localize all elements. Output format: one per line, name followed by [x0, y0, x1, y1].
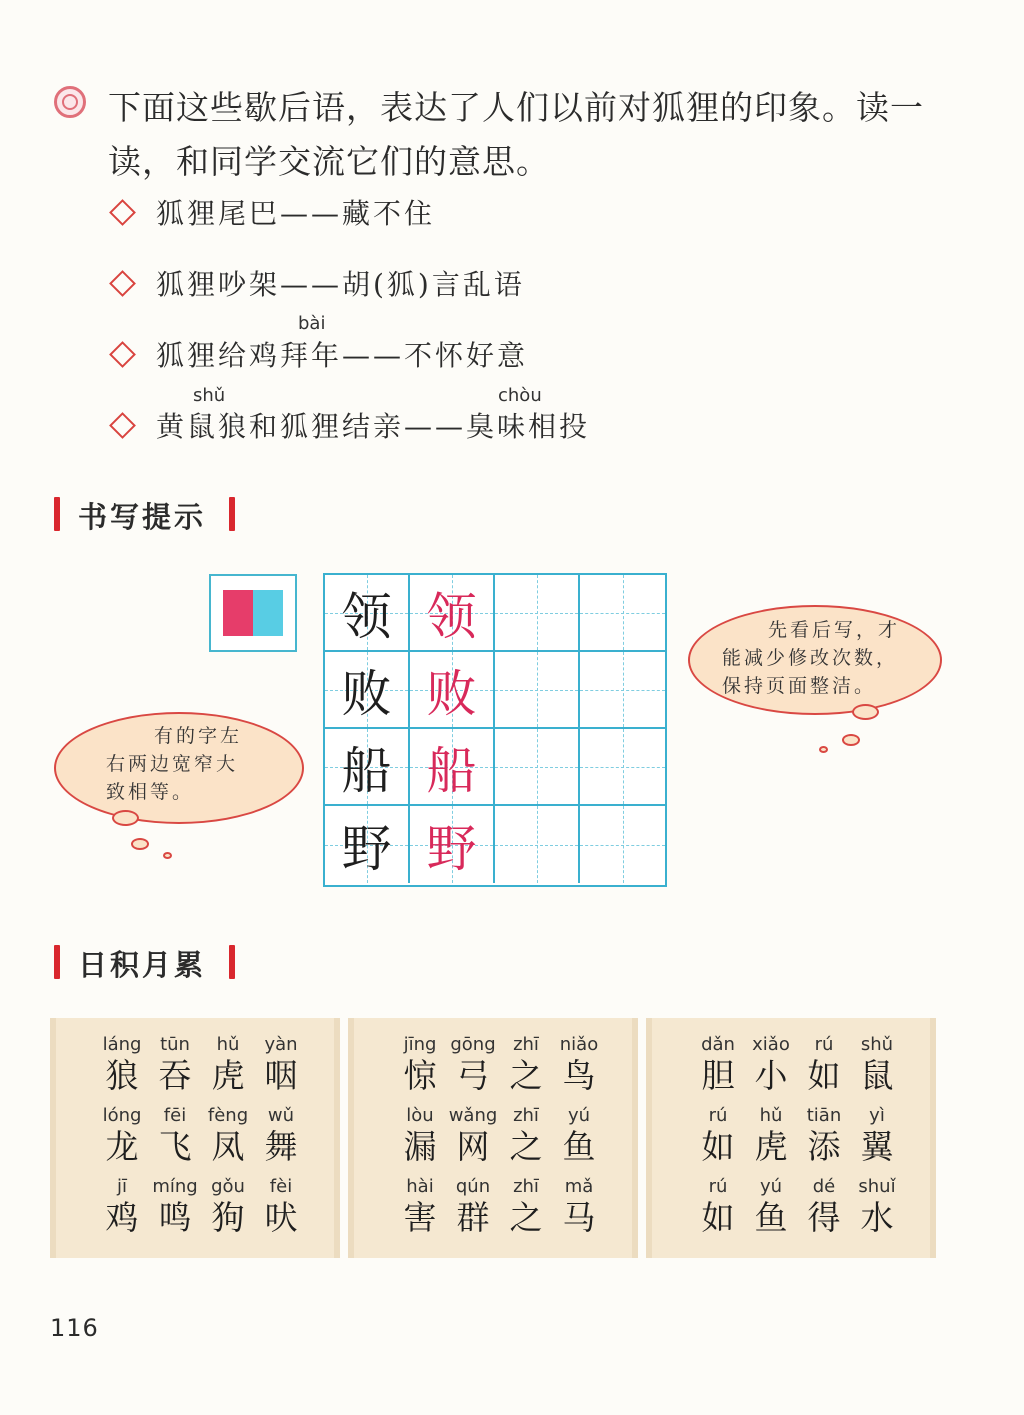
hanzi: 添 — [807, 1127, 841, 1166]
idiom-panel — [646, 1018, 936, 1258]
pinyin: mǎ — [564, 1176, 594, 1197]
saying-item — [108, 192, 435, 232]
pinyin: xiǎo — [752, 1034, 790, 1055]
hanzi: 翼 — [860, 1127, 894, 1166]
saying-item — [108, 263, 525, 303]
tip-right-line: 能减少修改次数， — [722, 647, 899, 669]
section-bar-left — [54, 497, 60, 531]
hanzi: 水 — [860, 1198, 894, 1237]
pinyin: shuǐ — [858, 1176, 896, 1197]
pinyin: zhī — [513, 1176, 539, 1197]
intro-line-1: 下面这些歇后语，表达了人们以前对狐狸的印象。读一 — [108, 88, 924, 127]
char-model: 船 — [341, 741, 392, 800]
pinyin: dé — [812, 1176, 836, 1197]
hanzi: 害 — [403, 1198, 437, 1237]
blank-cell — [495, 729, 580, 804]
pinyin: rú — [814, 1034, 834, 1055]
tip-left-line: 有的字左 — [154, 725, 243, 747]
pinyin: gōng — [450, 1034, 496, 1055]
pinyin: láng — [102, 1034, 142, 1055]
pinyin: lóng — [102, 1105, 142, 1126]
hanzi: 之 — [509, 1056, 543, 1095]
blank-cell — [495, 575, 580, 650]
pinyin: tiān — [806, 1105, 842, 1126]
pinyin: wǎng — [448, 1105, 498, 1126]
pinyin: yì — [869, 1105, 885, 1126]
pinyin: fèng — [207, 1105, 249, 1126]
page-number: 116 — [50, 1314, 99, 1342]
pinyin: lòu — [406, 1105, 434, 1126]
hanzi: 网 — [456, 1127, 490, 1166]
color-swatch — [209, 574, 297, 652]
char-model-red: 败 — [426, 664, 477, 723]
thought-bubble — [842, 734, 860, 746]
pinyin: yú — [567, 1105, 591, 1126]
hanzi: 如 — [807, 1056, 841, 1095]
diamond-bullet-icon — [109, 270, 136, 297]
writing-grid — [323, 573, 667, 887]
hanzi: 马 — [562, 1198, 596, 1237]
saying-text: 狐狸吵架——胡(狐)言乱语 — [156, 268, 525, 301]
hanzi: 吞 — [158, 1056, 192, 1095]
blank-cell — [495, 652, 580, 727]
hanzi: 漏 — [403, 1127, 437, 1166]
ear-icon — [54, 86, 86, 118]
grid-row — [325, 652, 665, 729]
saying-text: 狐狸尾巴——藏不住 — [156, 197, 436, 230]
pinyin: wǔ — [267, 1105, 295, 1126]
pinyin: fēi — [163, 1105, 187, 1126]
blank-cell — [580, 652, 665, 727]
pinyin: fèi — [269, 1176, 293, 1197]
hanzi: 如 — [701, 1127, 735, 1166]
hanzi: 舞 — [264, 1127, 298, 1166]
section-title-writing: 书写提示 — [78, 500, 207, 534]
pinyin: dǎn — [701, 1034, 735, 1055]
hanzi: 咽 — [264, 1056, 298, 1095]
pinyin: rú — [708, 1105, 728, 1126]
thought-bubble — [163, 852, 172, 859]
hanzi: 之 — [509, 1198, 543, 1237]
grid-row — [325, 729, 665, 806]
hanzi: 凤 — [211, 1127, 245, 1166]
char-model-red: 船 — [426, 741, 477, 800]
blank-cell — [580, 806, 665, 883]
pinyin: rú — [708, 1176, 728, 1197]
hanzi: 得 — [807, 1198, 841, 1237]
hanzi: 鼠 — [860, 1056, 894, 1095]
pinyin: shǔ — [860, 1034, 894, 1055]
pinyin: tūn — [160, 1034, 190, 1055]
thought-bubble — [112, 810, 139, 826]
blank-cell — [580, 729, 665, 804]
pinyin-bai: bài — [298, 313, 326, 334]
grid-row — [325, 575, 665, 652]
thought-bubble — [819, 746, 828, 753]
tip-left-line: 致相等。 — [106, 781, 195, 803]
tip-right-line: 保持页面整洁。 — [722, 675, 877, 697]
hanzi: 胆 — [701, 1056, 735, 1095]
idiom-panel — [348, 1018, 638, 1258]
hanzi: 龙 — [105, 1127, 139, 1166]
hanzi: 虎 — [754, 1127, 788, 1166]
pinyin: zhī — [513, 1105, 539, 1126]
hanzi: 鱼 — [562, 1127, 596, 1166]
char-model: 领 — [341, 587, 392, 646]
hanzi: 虎 — [211, 1056, 245, 1095]
hanzi: 飞 — [158, 1127, 192, 1166]
pinyin: yàn — [264, 1034, 298, 1055]
hanzi: 弓 — [456, 1056, 490, 1095]
idiom-panel — [50, 1018, 340, 1258]
swatch-blue — [253, 590, 283, 636]
pinyin: hǔ — [216, 1034, 240, 1055]
char-model-red: 领 — [426, 587, 477, 646]
thought-bubble — [852, 704, 879, 720]
hanzi: 如 — [701, 1198, 735, 1237]
pinyin: zhī — [513, 1034, 539, 1055]
saying-item — [108, 334, 528, 374]
pinyin: jīng — [403, 1034, 437, 1055]
pinyin: jī — [116, 1176, 127, 1197]
pinyin: qún — [455, 1176, 491, 1197]
diamond-bullet-icon — [109, 199, 136, 226]
hanzi: 群 — [456, 1198, 490, 1237]
hanzi: 鸡 — [105, 1198, 139, 1237]
blank-cell — [495, 806, 580, 883]
section-bar-right — [229, 497, 235, 531]
hanzi: 鱼 — [754, 1198, 788, 1237]
char-model: 野 — [341, 819, 392, 878]
pinyin-chou: chòu — [498, 385, 542, 406]
hanzi: 狼 — [105, 1056, 139, 1095]
hanzi: 小 — [754, 1056, 788, 1095]
saying-text: 狐狸给鸡拜年——不怀好意 — [156, 339, 529, 372]
hanzi: 狗 — [211, 1198, 245, 1237]
section-bar-right — [229, 945, 235, 979]
grid-row — [325, 806, 665, 883]
swatch-red — [223, 590, 253, 636]
char-model: 败 — [341, 664, 392, 723]
pinyin: míng — [152, 1176, 198, 1197]
pinyin-shu: shǔ — [193, 385, 226, 406]
tip-left-line: 右两边宽窄大 — [106, 753, 239, 775]
pinyin: niǎo — [559, 1034, 599, 1055]
saying-text: 黄鼠狼和狐狸结亲——臭味相投 — [156, 410, 591, 443]
section-title-accumulate: 日积月累 — [78, 948, 207, 982]
hanzi: 鸣 — [158, 1198, 192, 1237]
diamond-bullet-icon — [109, 412, 136, 439]
tip-right-line: 先看后写，才 — [768, 619, 901, 641]
pinyin: hài — [406, 1176, 434, 1197]
char-model-red: 野 — [426, 819, 477, 878]
intro-line-2: 读，和同学交流它们的意思。 — [108, 142, 550, 181]
hanzi: 惊 — [403, 1056, 437, 1095]
thought-bubble — [131, 838, 149, 850]
pinyin: yú — [759, 1176, 783, 1197]
diamond-bullet-icon — [109, 341, 136, 368]
pinyin: hǔ — [759, 1105, 783, 1126]
saying-item — [108, 405, 590, 445]
pinyin: gǒu — [211, 1176, 245, 1197]
blank-cell — [580, 575, 665, 650]
section-bar-left — [54, 945, 60, 979]
hanzi: 吠 — [264, 1198, 298, 1237]
hanzi: 鸟 — [562, 1056, 596, 1095]
hanzi: 之 — [509, 1127, 543, 1166]
